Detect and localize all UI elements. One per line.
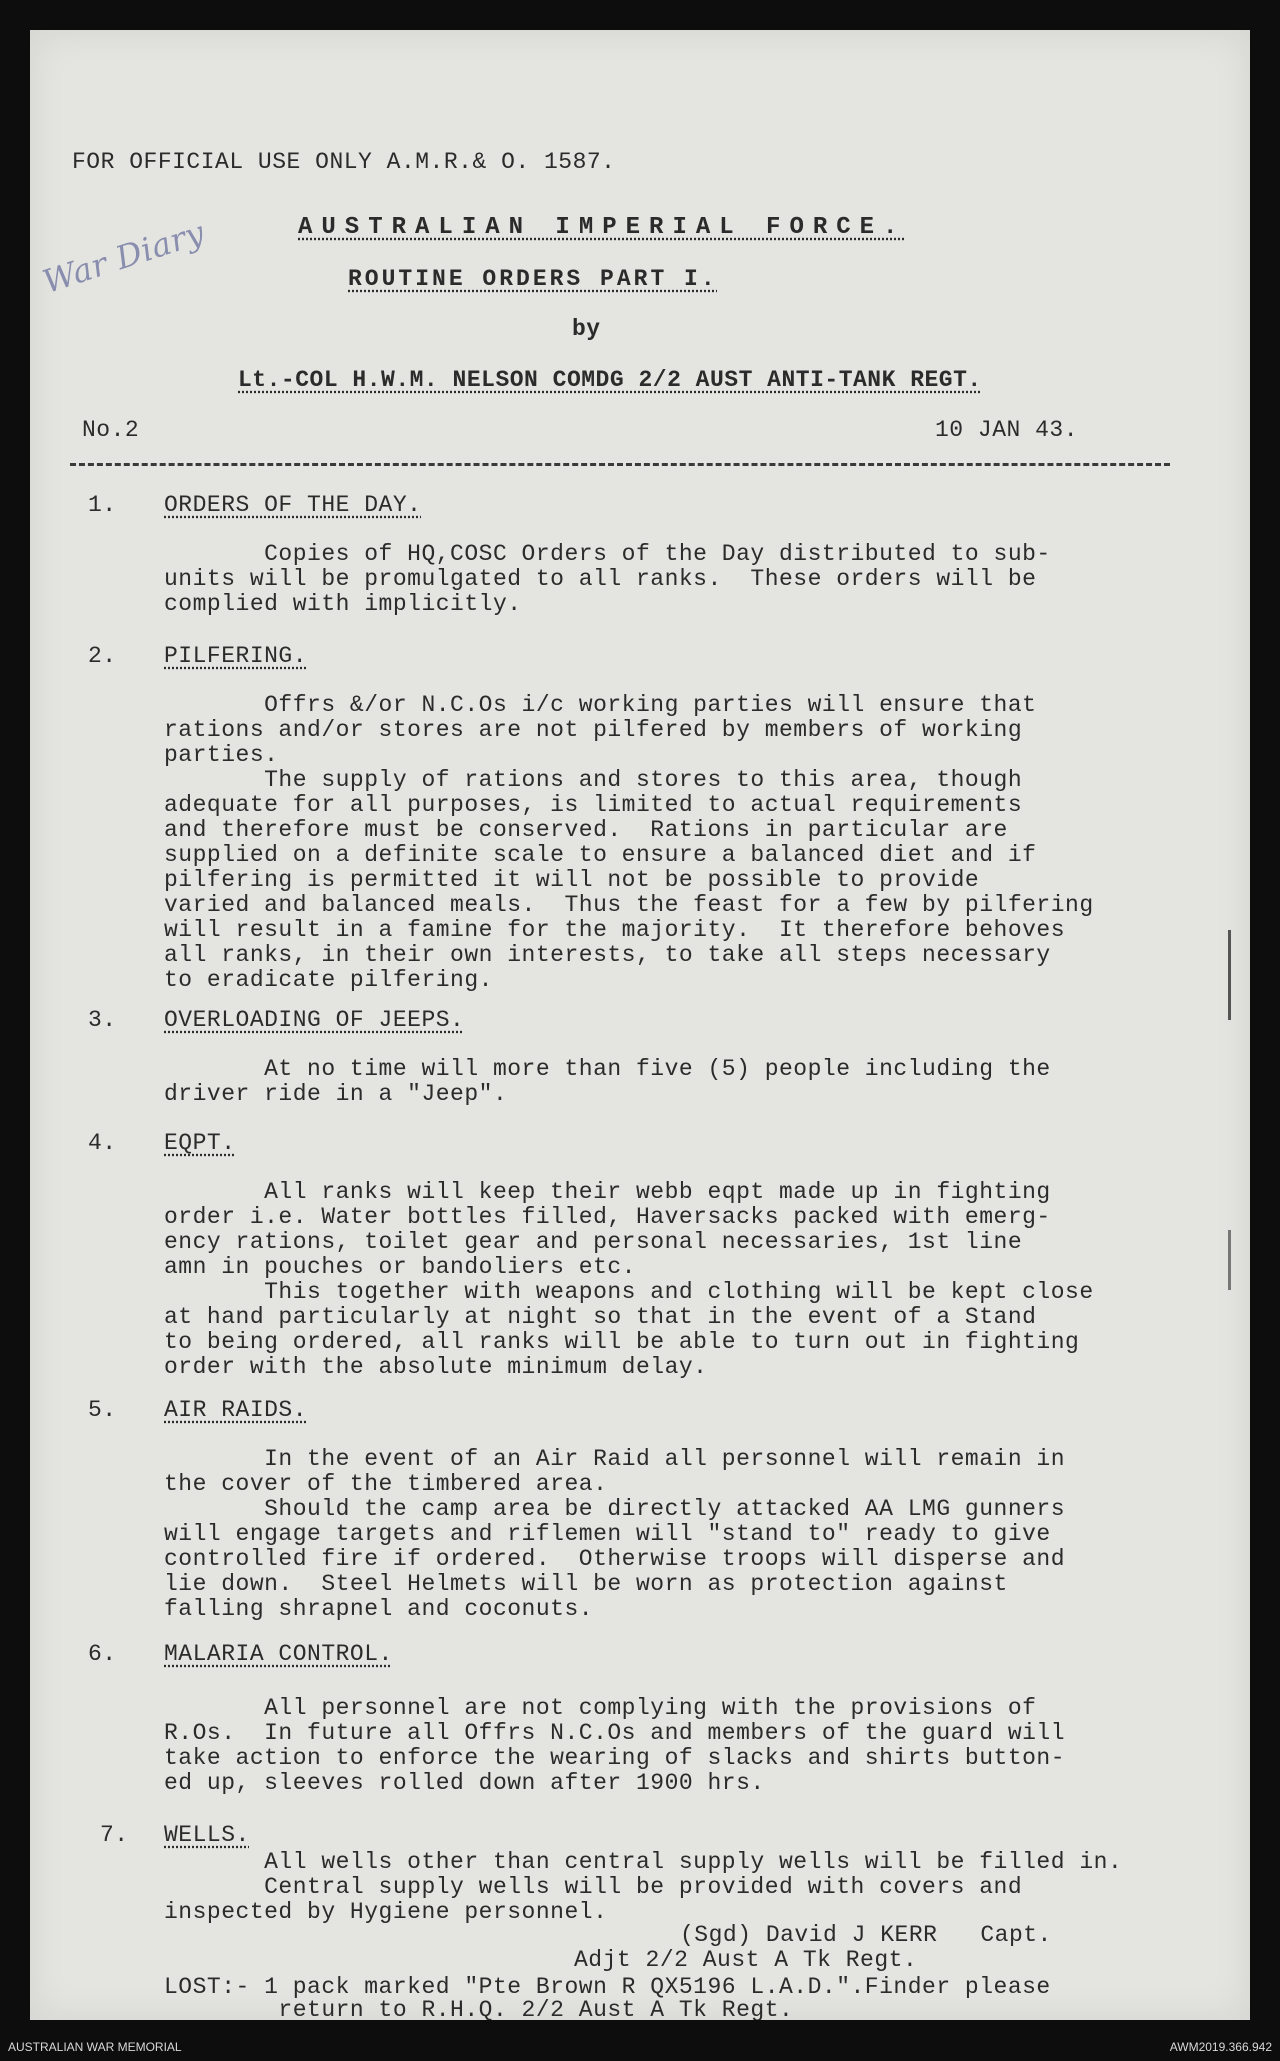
section-number: 5. <box>88 1397 117 1423</box>
body-line: R.Os. In future all Offrs N.C.Os and members of the guard will <box>164 1720 1066 1746</box>
section-body <box>164 542 1164 617</box>
section-number: 1. <box>88 492 117 518</box>
body-line: The supply of rations and stores to this area, though <box>164 767 1023 793</box>
body-line: units will be promulgated to all ranks. These orders will be <box>164 566 1037 592</box>
body-line: In the event of an Air Raid all personnel will remain in <box>164 1446 1066 1472</box>
body-line: falling shrapnel and coconuts. <box>164 1596 594 1622</box>
body-line: driver ride in a "Jeep". <box>164 1081 508 1107</box>
body-line: at hand particularly at night so that in the event of a Stand <box>164 1304 1037 1330</box>
lost-notice-line-2: return to R.H.Q. 2/2 Aust A Tk Regt. <box>164 1997 794 2020</box>
section-body <box>164 1180 1164 1380</box>
body-line: and therefore must be conserved. Rations in particular are <box>164 817 1008 843</box>
section-title: ORDERS OF THE DAY. <box>164 492 422 518</box>
body-line: ency rations, toilet gear and personal necessaries, 1st line <box>164 1229 1023 1255</box>
separator-rule <box>70 463 1170 466</box>
document-page <box>30 30 1250 2020</box>
section-title: OVERLOADING OF JEEPS. <box>164 1007 465 1033</box>
signature-role: Adjt 2/2 Aust A Tk Regt. <box>574 1947 918 1973</box>
section-title: PILFERING. <box>164 643 308 669</box>
body-line: All ranks will keep their webb eqpt made up in fighting <box>164 1179 1051 1205</box>
body-line: Should the camp area be directly attacked AA LMG gunners <box>164 1496 1066 1522</box>
section-number: 7. <box>100 1822 129 1848</box>
order-date: 10 JAN 43. <box>935 417 1079 443</box>
lost-notice-line-1: LOST:- 1 pack marked "Pte Brown R QX5196 L.A.D.".Finder please <box>164 1974 1051 2000</box>
document-title: AUSTRALIAN IMPERIAL FORCE. <box>298 214 907 241</box>
body-line: controlled fire if ordered. Otherwise troops will disperse and <box>164 1546 1066 1572</box>
body-line: all ranks, in their own interests, to take all steps necessary <box>164 942 1051 968</box>
body-line: At no time will more than five (5) people including the <box>164 1056 1051 1082</box>
classification-line: FOR OFFICIAL USE ONLY A.M.R.& O. 1587. <box>72 149 616 175</box>
archive-footer <box>0 2031 1280 2061</box>
section-title: AIR RAIDS. <box>164 1397 308 1423</box>
body-line: the cover of the timbered area. <box>164 1471 608 1497</box>
body-line: order with the absolute minimum delay. <box>164 1354 708 1380</box>
section-body <box>164 1696 1164 1796</box>
body-line: to eradicate pilfering. <box>164 967 493 993</box>
body-line: take action to enforce the wearing of slacks and shirts button- <box>164 1745 1066 1771</box>
body-line: order i.e. Water bottles filled, Haversacks packed with emerg- <box>164 1204 1051 1230</box>
body-line: inspected by Hygiene personnel. <box>164 1899 608 1925</box>
document-subtitle: ROUTINE ORDERS PART I. <box>348 266 718 292</box>
section-title: EQPT. <box>164 1130 236 1156</box>
body-line: supplied on a definite scale to ensure a balanced diet and if <box>164 842 1037 868</box>
section-body <box>164 693 1164 993</box>
signature-line: (Sgd) David J KERR Capt. <box>680 1922 1052 1948</box>
section-number: 2. <box>88 643 117 669</box>
body-line: Copies of HQ,COSC Orders of the Day distributed to sub- <box>164 541 1051 567</box>
section-body <box>164 1850 1164 1925</box>
margin-mark <box>1228 930 1231 1020</box>
section-body <box>164 1057 1164 1107</box>
body-line: All wells other than central supply wells will be filled in. <box>164 1849 1123 1875</box>
body-line: ed up, sleeves rolled down after 1900 hrs. <box>164 1770 765 1796</box>
margin-mark <box>1228 1230 1231 1290</box>
body-line: All personnel are not complying with the provisions of <box>164 1695 1037 1721</box>
body-line: rations and/or stores are not pilfered by members of working <box>164 717 1023 743</box>
section-title: WELLS. <box>164 1822 250 1848</box>
order-number: No.2 <box>82 417 140 443</box>
body-line: lie down. Steel Helmets will be worn as protection against <box>164 1571 1008 1597</box>
section-number: 3. <box>88 1007 117 1033</box>
section-body <box>164 1447 1164 1622</box>
body-line: parties. <box>164 742 279 768</box>
body-line: varied and balanced meals. Thus the feast for a few by pilfering <box>164 892 1094 918</box>
body-line: will engage targets and riflemen will "stand to" ready to give <box>164 1521 1051 1547</box>
body-line: to being ordered, all ranks will be able to turn out in fighting <box>164 1329 1080 1355</box>
body-line: adequate for all purposes, is limited to actual requirements <box>164 792 1023 818</box>
section-title: MALARIA CONTROL. <box>164 1641 393 1667</box>
body-line: Offrs &/or N.C.Os i/c working parties will ensure that <box>164 692 1037 718</box>
body-line: complied with implicitly. <box>164 591 522 617</box>
body-line: will result in a famine for the majority. It therefore behoves <box>164 917 1066 943</box>
section-number: 6. <box>88 1641 117 1667</box>
footer-institution: AUSTRALIAN WAR MEMORIAL <box>8 2040 182 2054</box>
body-line: pilfering is permitted it will not be possible to provide <box>164 867 980 893</box>
footer-accession-number: AWM2019.366.942 <box>1169 2040 1272 2054</box>
handwritten-annotation: War Diary <box>38 213 210 301</box>
body-line: amn in pouches or bandoliers etc. <box>164 1254 636 1280</box>
body-line: This together with weapons and clothing will be kept close <box>164 1279 1094 1305</box>
section-number: 4. <box>88 1130 117 1156</box>
body-line: Central supply wells will be provided with covers and <box>164 1874 1023 1900</box>
issuer-line: Lt.-COL H.W.M. NELSON COMDG 2/2 AUST ANTI-TANK REGT. <box>238 367 982 393</box>
by-line: by <box>572 316 601 342</box>
